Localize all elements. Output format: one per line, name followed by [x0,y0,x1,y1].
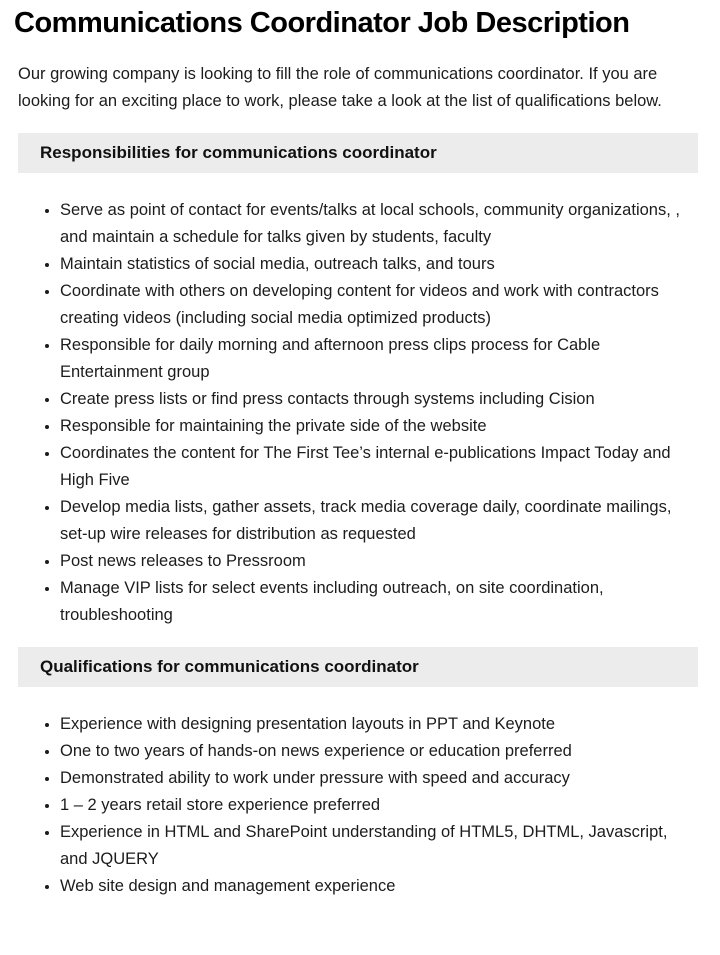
job-description-document [0,6,720,900]
list-item: • Experience with designing presentation layouts in PPT and Keynote [60,711,692,738]
qualifications-list [18,711,692,900]
list-item: • Responsible for daily morning and afternoon press clips process for Cable Entertainment group [60,332,692,386]
list-item: • Coordinates the content for The First Tee’s internal e-publications Impact Today and High Five [60,440,692,494]
list-item: • Create press lists or find press contacts through systems including Cision [60,386,692,413]
list-item: • Coordinate with others on developing content for videos and work with contractors creating videos (including social media optimized products) [60,278,692,332]
intro-paragraph: Our growing company is looking to fill the role of communications coordinator. If you are looking for an exciting place to work, please take a look at the list of qualifications below. [18,65,662,110]
list-item: • Experience in HTML and SharePoint understanding of HTML5, DHTML, Javascript, and JQUERY [60,819,692,873]
list-item: • Develop media lists, gather assets, track media coverage daily, coordinate mailings, set-up wire releases for distribution as requested [60,494,692,548]
list-item: • Post news releases to Pressroom [60,548,692,575]
list-item: • Demonstrated ability to work under pressure with speed and accuracy [60,765,692,792]
list-item: • Serve as point of contact for events/talks at local schools, community organizations, , and maintain a schedule for talks given by students, faculty [60,197,692,251]
list-item: • Manage VIP lists for select events including outreach, on site coordination, troubleshooting [60,575,692,629]
responsibilities-list [18,197,692,629]
list-item: • One to two years of hands-on news experience or education preferred [60,738,692,765]
section-heading-qualifications: Qualifications for communications coordinator [18,647,698,687]
list-item: • 1 – 2 years retail store experience preferred [60,792,692,819]
list-item: • Maintain statistics of social media, outreach talks, and tours [60,251,692,278]
list-item: • Web site design and management experience [60,873,692,900]
list-item: • Responsible for maintaining the private side of the website [60,413,692,440]
page-title: Communications Coordinator Job Description [14,7,630,39]
section-heading-responsibilities: Responsibilities for communications coordinator [18,133,698,173]
